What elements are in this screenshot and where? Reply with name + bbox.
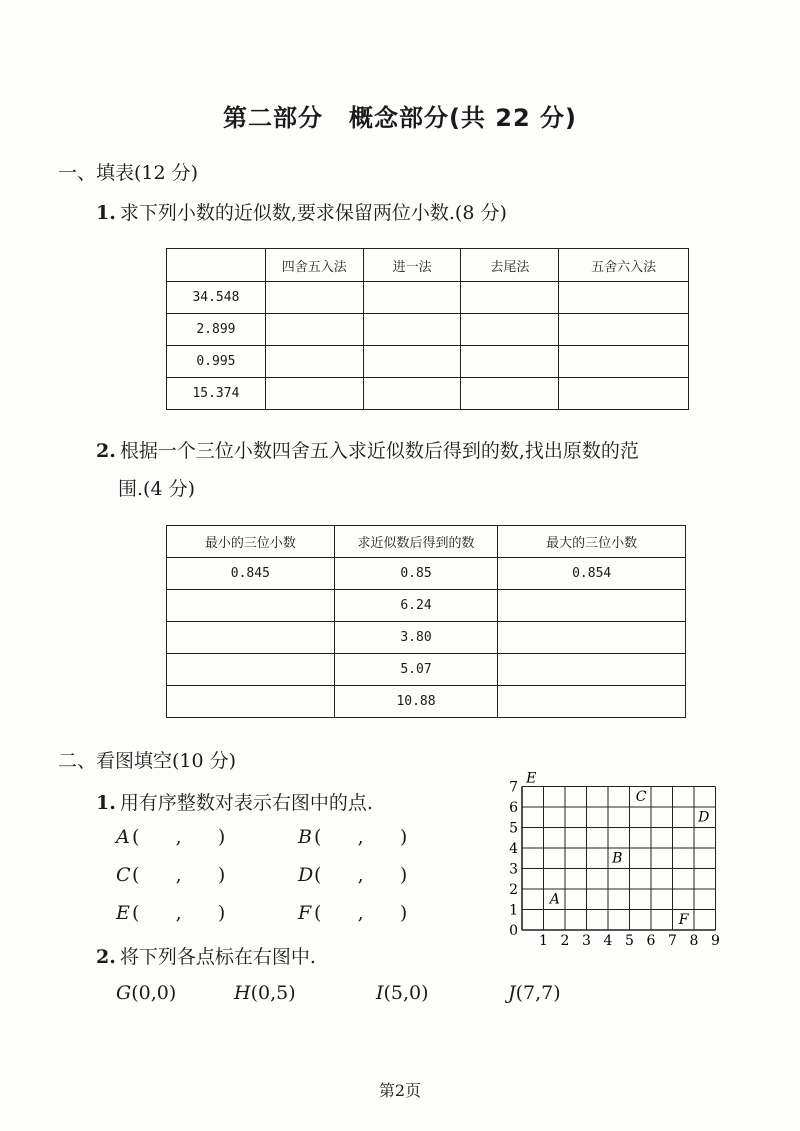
max-cell[interactable] [498,622,686,654]
coord-item: I(5,0) [376,982,429,1004]
title-name: 概念部分(共 22 分) [348,104,578,132]
table-header-cell: 四舍五入法 [265,249,363,282]
point-answer[interactable]: F ( , ) [298,902,408,924]
x-tick-label: 8 [689,933,699,949]
x-tick-label: 3 [582,933,591,949]
max-cell[interactable] [498,590,686,622]
y-tick-label: 3 [509,861,518,878]
point-label-f: F [678,911,689,928]
max-cell[interactable] [498,686,686,718]
max-cell[interactable]: 0.854 [498,558,686,590]
x-tick-label: 7 [668,933,677,949]
section-1-heading: 一、填表(12 分) [58,162,199,184]
max-cell[interactable] [498,654,686,686]
section-2-heading: 二、看图填空(10 分) [58,750,237,772]
table-row [167,378,689,410]
title-part: 第二部分 [222,104,323,132]
x-tick-label: 1 [539,933,548,949]
x-tick-label: 5 [625,933,634,949]
rounding-table [166,248,689,410]
page-title [0,98,800,133]
min-cell[interactable] [167,590,335,622]
x-tick-label: 9 [711,933,720,949]
point-label-a: A [549,891,560,908]
table-row [167,622,686,654]
answer-cell[interactable] [559,282,689,314]
question-text: 用有序整数对表示右图中的点. [119,792,373,814]
y-tick-label: 1 [509,902,518,919]
x-tick-label: 2 [560,933,570,949]
answer-cell[interactable] [363,282,461,314]
question-1-2 [96,436,639,463]
answer-cell[interactable] [461,314,559,346]
question-text: 将下列各点标在右图中. [119,946,316,968]
answer-cell[interactable] [363,314,461,346]
min-cell[interactable] [167,622,335,654]
question-number: 2. [96,440,116,462]
point-answer[interactable]: E ( , ) [116,902,226,924]
min-cell[interactable]: 0.845 [167,558,335,590]
rounded-cell: 5.07 [334,654,498,686]
x-tick-label: 4 [603,933,613,949]
row-value: 0.995 [167,346,266,378]
question-2-2 [96,942,316,969]
answer-cell[interactable] [363,378,461,410]
point-label-b: B [612,850,623,867]
y-tick-label: 2 [509,882,518,898]
table-header-cell: 最大的三位小数 [498,526,686,558]
answer-cell[interactable] [363,346,461,378]
table-row [167,558,686,590]
answer-cell[interactable] [559,378,689,410]
question-number: 2. [96,946,116,968]
table-row [167,590,686,622]
answer-cell[interactable] [265,282,363,314]
coord-item: J(7,7) [508,982,561,1004]
row-value: 34.548 [167,282,266,314]
rounded-cell: 3.80 [334,622,498,654]
table-row [167,686,686,718]
rounded-cell: 6.24 [334,590,498,622]
table-row [167,314,689,346]
table-row [167,346,689,378]
min-cell[interactable] [167,686,335,718]
point-label-d: D [698,809,710,826]
point-answer[interactable]: A ( , ) [116,826,226,848]
answer-cell[interactable] [559,314,689,346]
question-text: 求下列小数的近似数,要求保留两位小数.(8 分) [119,202,507,224]
table-header-cell: 最小的三位小数 [167,526,335,558]
table-header-cell [167,249,266,282]
table-header-cell: 求近似数后得到的数 [334,526,498,558]
point-answer[interactable]: C( , ) [116,864,226,886]
point-answer[interactable]: B ( , ) [298,826,408,848]
answer-cell[interactable] [461,378,559,410]
question-text-line2: 围.(4 分) [118,478,195,500]
question-1-1 [96,198,507,225]
question-text-line1: 根据一个三位小数四舍五入求近似数后得到的数,找出原数的范 [119,440,639,462]
question-number: 1. [96,202,116,224]
table-header-cell: 进一法 [363,249,461,282]
row-value: 15.374 [167,378,266,410]
rounded-cell: 10.88 [334,686,498,718]
table-row [167,282,689,314]
question-number: 1. [96,792,116,814]
rounded-cell: 0.85 [334,558,498,590]
y-tick-label: 7 [509,779,518,796]
row-value: 2.899 [167,314,266,346]
y-tick-label: 0 [509,923,518,939]
coord-item: G(0,0) [116,982,177,1004]
min-cell[interactable] [167,654,335,686]
point-label-e: E [526,770,537,787]
point-label-c: C [635,788,647,805]
y-tick-label: 5 [509,820,518,837]
table-header-cell: 五舍六入法 [559,249,689,282]
question-2-1 [96,788,373,815]
y-tick-label: 6 [509,800,518,816]
range-table [166,525,686,718]
table-row [167,654,686,686]
page-number: 第2页 [378,1081,422,1100]
y-tick-label: 4 [509,841,518,857]
answer-cell[interactable] [265,378,363,410]
coord-item: H(0,5) [234,982,296,1004]
answer-cell[interactable] [265,314,363,346]
answer-cell[interactable] [461,346,559,378]
point-answer[interactable]: D( , ) [298,864,408,886]
coordinate-grid[interactable] [490,770,730,960]
answer-cell[interactable] [559,346,689,378]
x-tick-label: 6 [646,933,656,949]
answer-cell[interactable] [265,346,363,378]
table-header-cell: 去尾法 [461,249,559,282]
answer-cell[interactable] [461,282,559,314]
